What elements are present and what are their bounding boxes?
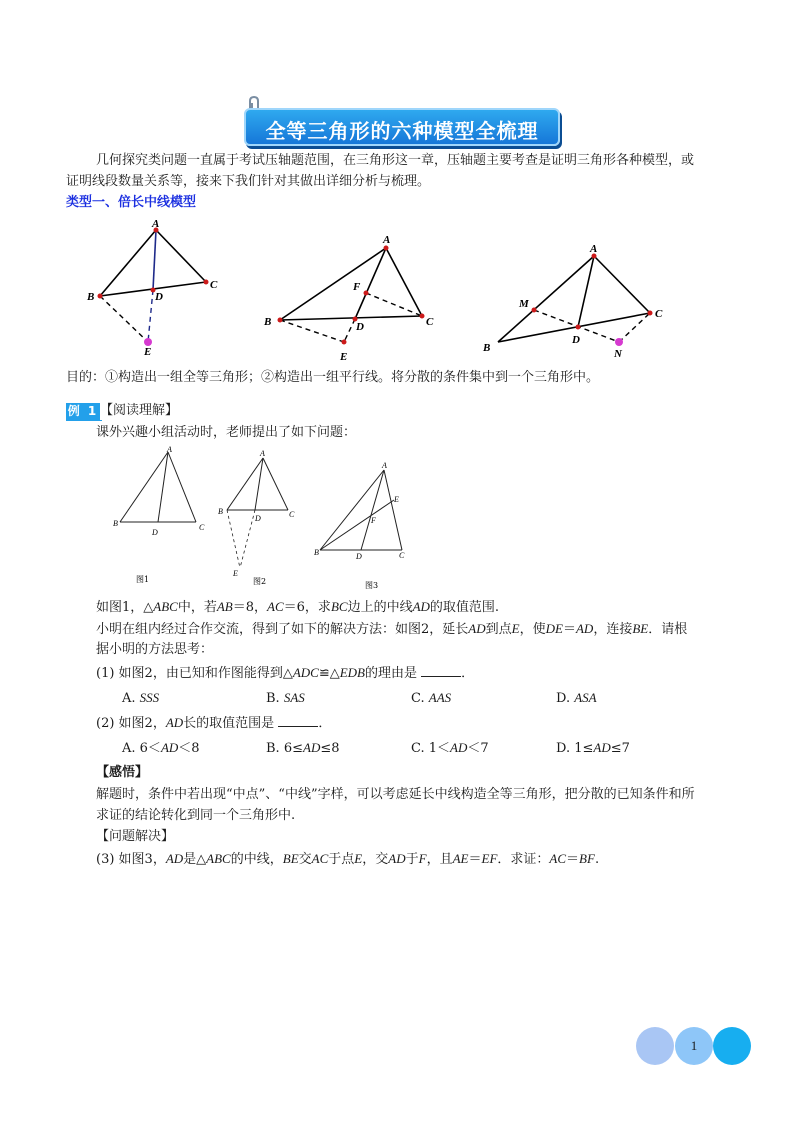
example-figures [108,442,408,594]
model-figure-3 [478,236,678,364]
fig2-label-F: F [353,281,361,293]
q2-option-d: D. 1≤AD≤7 [556,740,630,756]
method-line-2: 据小明的方法思考： [96,642,214,657]
example-fig-2 [218,449,295,586]
circle-left [636,1027,674,1065]
fig1-label-B: B [87,291,95,303]
fig2-label-C: C [426,316,434,328]
ex-fig3-caption: 图3 [365,581,379,590]
ex-fig1-C: C [199,523,205,532]
example-intro: 课外兴趣小组活动时，老师提出了如下问题： [96,425,357,440]
q2-option-b: B. 6≤AD≤8 [266,740,340,756]
ex-fig1-A: A [167,445,172,454]
ex-fig3-C: C [399,551,405,560]
fig1-label-C: C [210,279,218,291]
ex-fig3-F: F [371,516,376,525]
ex-fig2-A: A [260,449,265,458]
badge-underline [66,420,102,421]
fig2-label-E: E [340,351,348,363]
circle-right [713,1027,751,1065]
ex-fig2-E: E [233,569,238,578]
intro-line-2: 证明线段数量关系等，接来下我们针对其做出详细分析与梳理。 [66,174,431,189]
example-fig-1 [113,445,205,584]
ex-fig3-A: A [382,461,387,470]
question-2: (2) 如图2，AD长的取值范围是 ． [96,715,332,731]
fig3-label-C: C [655,308,663,320]
page-number-decoration [636,1027,752,1067]
page-number: 1 [690,1038,698,1053]
ex-fig2-caption: 图2 [253,577,267,586]
intro-line-1: 几何探究类问题一直属于考试压轴题范围，在三角形这一章，压轴题主要考查是证明三角形各种模型，或 [96,153,695,168]
q2-option-c: C. 1＜AD＜7 [411,740,489,756]
insight-tag: 【感悟】 [96,765,149,780]
example-fig-3 [314,461,405,590]
answer-blank-2[interactable] [278,714,318,727]
ex-fig1-D: D [152,528,158,537]
ex-fig2-D: D [255,514,261,523]
question-1: (1) 如图2，由已知和作图能得到△ADC≌△EDB的理由是 ． [96,665,475,681]
question-3: (3) 如图3，AD是△ABC的中线，BE交AC于点E，交AD于F，且AE＝EF．求证：AC＝BF. [96,851,600,867]
type1-heading: 类型一、倍长中线模型 [66,195,197,210]
q2-option-a: A. 6＜AD＜8 [122,740,200,756]
q1-option-d: D. ASA [556,690,597,706]
model-figure-1 [80,218,230,358]
ex-fig3-D: D [356,552,362,561]
fig2-label-A: A [383,234,391,246]
answer-blank-1[interactable] [421,664,461,677]
example-badge: 例 1 [67,404,99,418]
ex-fig1-caption: 图1 [136,575,150,584]
fig3-label-D: D [572,334,580,346]
fig3-label-N: N [614,348,622,360]
reading-tag: 【阅读理解】 [100,403,179,418]
insight-line-2: 求证的结论转化到同一个三角形中. [96,808,296,823]
fig1-label-D: D [155,291,163,303]
question-intro: 如图1，△ABC中，若AB＝8，AC＝6，求BC边上的中线AD的取值范围. [96,599,500,615]
fig2-label-B: B [264,316,272,328]
method-line-1: 小明在组内经过合作交流，得到了如下的解决方法：如图2，延长AD到点E，使DE＝AD，连接BE．请根 [96,621,688,637]
fig1-label-A: A [152,218,160,230]
ex-fig3-B: B [314,548,319,557]
ex-fig3-E: E [394,495,399,504]
q1-option-a: A. SSS [122,690,160,706]
fig3-label-A: A [590,243,598,255]
ex-fig1-B: B [113,519,118,528]
title-banner [244,108,560,146]
fig3-label-B: B [483,342,491,354]
fig1-label-E: E [144,346,152,358]
q1-option-c: C. AAS [411,690,452,706]
fig2-label-D: D [356,321,364,333]
insight-line-1: 解题时，条件中若出现“中点”、“中线”字样，可以考虑延长中线构造全等三角形，把分散的已知条件和所 [96,787,695,802]
purpose-text: 目的：①构造出一组全等三角形；②构造出一组平行线。将分散的条件集中到一个三角形中。 [66,370,600,385]
model-figure-2 [258,228,448,368]
ex-fig2-B: B [218,507,223,516]
ex-fig2-C: C [289,510,295,519]
page-title: 全等三角形的六种模型全梳理 [265,119,539,143]
solve-tag: 【问题解决】 [96,829,175,844]
fig3-label-M: M [519,298,529,310]
q1-option-b: B. SAS [266,690,305,706]
